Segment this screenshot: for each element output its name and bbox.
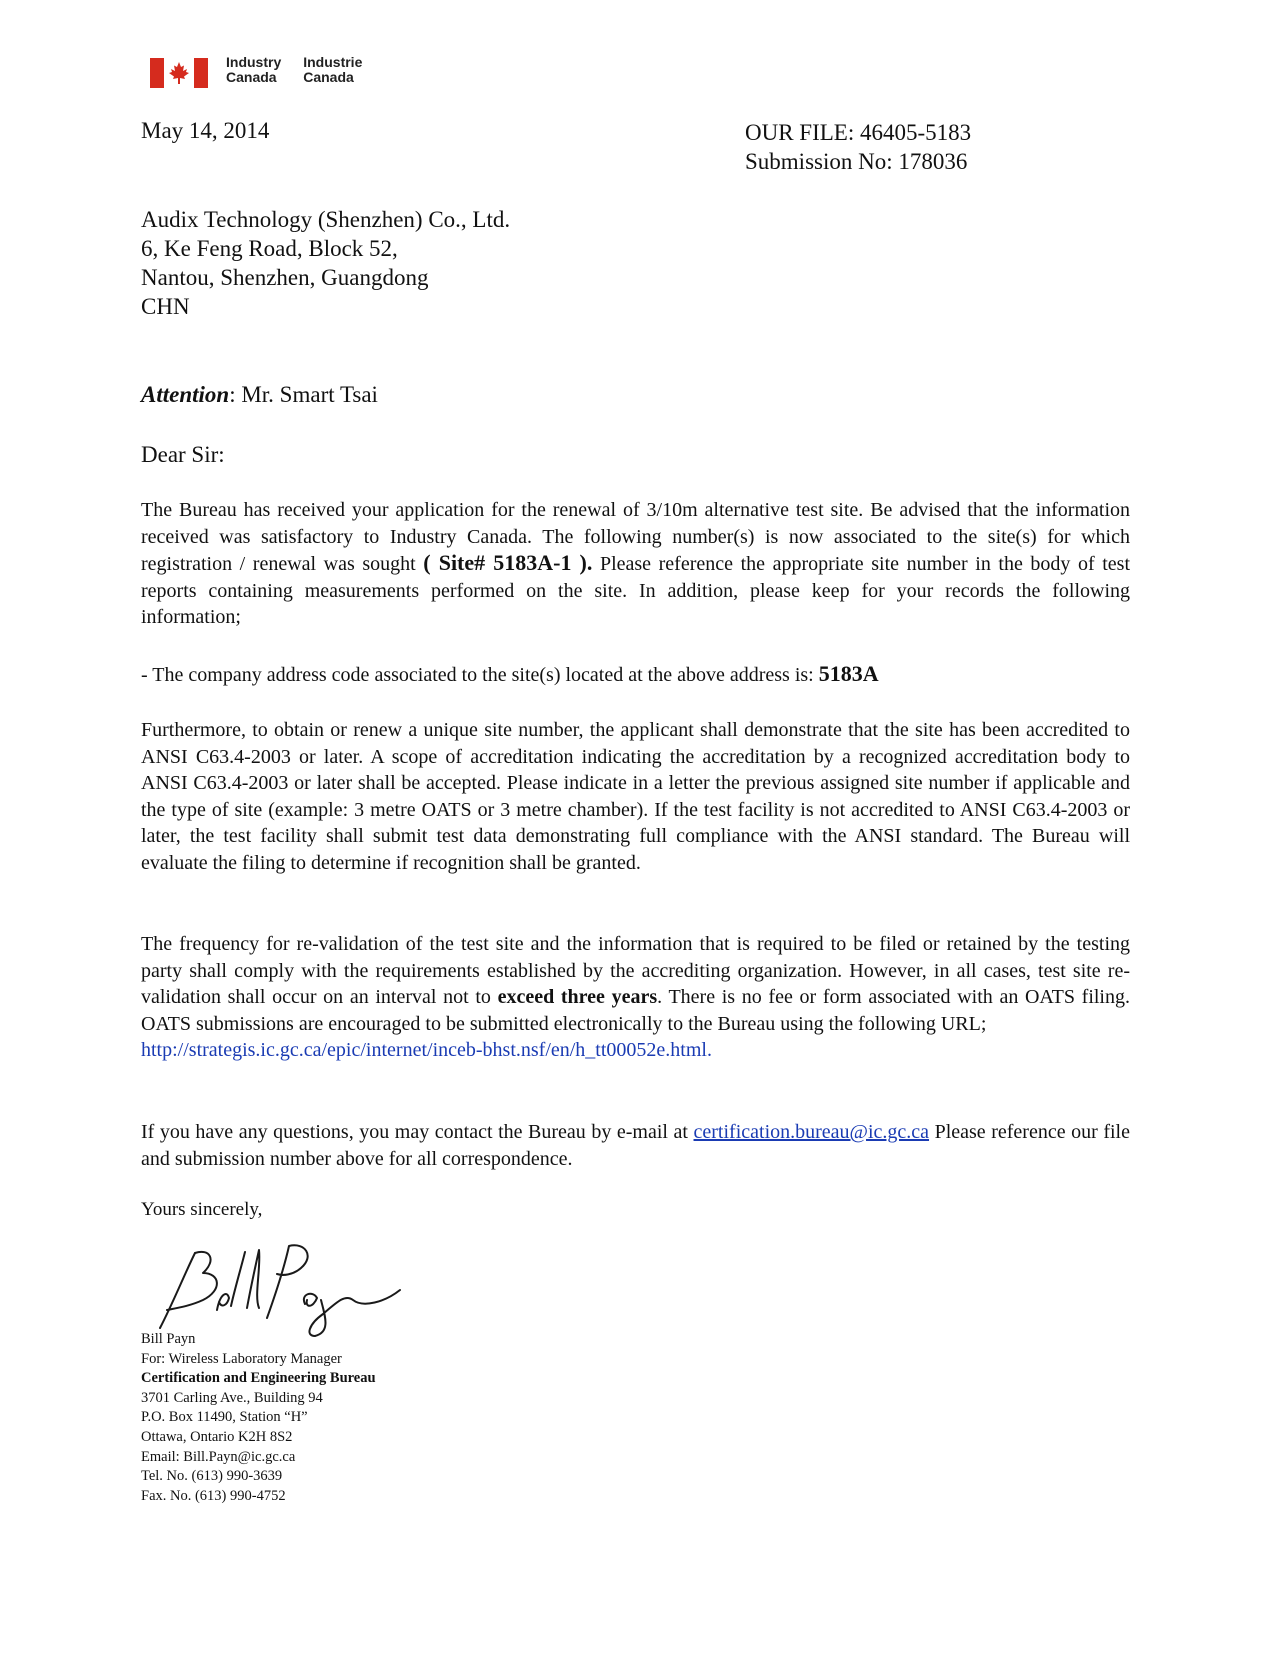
submission-url-link[interactable]: http://strategis.ic.gc.ca/epic/internet/inceb-bhst.nsf/en/h_tt00052e.html.: [141, 1039, 712, 1062]
recipient-address: [141, 205, 510, 321]
attention-value: : Mr. Smart Tsai: [229, 382, 378, 407]
closing: Yours sincerely,: [141, 1199, 263, 1220]
canada-flag-icon: [150, 58, 208, 88]
paragraph-text: - The company address code associated to the site(s) located at the above address is:: [141, 664, 819, 686]
bureau-email-link[interactable]: certification.bureau@ic.gc.ca: [693, 1121, 930, 1143]
submission-number: Submission No: 178036: [745, 149, 968, 174]
address-code: 5183A: [818, 661, 879, 686]
signer-email: Email: Bill.Payn@ic.gc.ca: [141, 1448, 296, 1465]
site-number: ( Site# 5183A-1 ).: [423, 550, 593, 576]
address-line: 6, Ke Feng Road, Block 52,: [141, 236, 398, 261]
attention-label: Attention: [141, 382, 230, 407]
signer-po-box: P.O. Box 11490, Station “H”: [141, 1409, 308, 1426]
paragraph-text: The frequency for re-validation of the test site and the information that is required to be filed or retained by the testing party shall comply with the requirements established by the accrediting organization. However, in all cases, test site re-validation shall occur on an interval not to: [141, 933, 1130, 1009]
address-line: CHN: [141, 294, 190, 319]
address-line: Audix Technology (Shenzhen) Co., Ltd.: [141, 207, 511, 232]
paragraph-address-code: [141, 661, 1130, 689]
paragraph-renewal: [141, 497, 1130, 631]
wordmark-fr-line1: Industrie: [303, 54, 363, 70]
attention-line: [141, 382, 378, 408]
signer-street: 3701 Carling Ave., Building 94: [141, 1389, 323, 1406]
signer-organization: Certification and Engineering Bureau: [141, 1370, 376, 1387]
paragraph-contact: [141, 1119, 1130, 1172]
wordmark-en-line2: Canada: [226, 69, 277, 85]
paragraph-text: . There is no fee or form associated with an OATS filing. OATS submissions are encouraged to be submitted electronically to the Bureau using the following URL;: [141, 986, 1130, 1035]
maple-leaf-icon: [166, 60, 192, 86]
government-wordmark: [150, 55, 384, 88]
paragraph-text: If you have any questions, you may contact the Bureau by e-mail at: [141, 1121, 694, 1143]
wordmark-en-line1: Industry: [226, 54, 282, 70]
handwritten-signature: [155, 1228, 405, 1338]
address-line: Nantou, Shenzhen, Guangdong: [141, 265, 429, 290]
paragraph-accreditation: Furthermore, to obtain or renew a unique site number, the applicant shall demonstrate that the site has been accredited to ANSI C63.4-2003 or later. A scope of accreditation indicating the accreditation by a recognized accreditation body to ANSI C63.4-2003 or later shall be accepted. Please indicate in a letter the previous assigned site number if applicable and the type of site (example: 3 metre OATS or 3 metre chamber). If the test facility is not accredited to ANSI C63.4-2003 or later, the test facility shall submit test data demonstrating full compliance with the ANSI standard. The Bureau will evaluate the filing to determine if recognition shall be granted.: [141, 719, 1130, 874]
our-file: OUR FILE: 46405-5183: [745, 120, 972, 145]
paragraph-text: Please reference the appropriate site number in the body of test reports containing measurements performed on the site. In addition, please keep for your records the following information;: [141, 553, 1131, 629]
paragraph-revalidation: [141, 931, 1130, 1064]
revalidation-interval: exceed three years: [497, 986, 658, 1009]
salutation: Dear Sir:: [141, 442, 225, 467]
signer-name: Bill Payn: [141, 1331, 196, 1347]
signer-city: Ottawa, Ontario K2H 8S2: [141, 1428, 293, 1445]
signer-block: [141, 1330, 376, 1506]
file-reference: [745, 118, 971, 176]
letter-date: May 14, 2014: [141, 118, 270, 143]
paragraph-text: Please reference our file and submission number above for all correspondence.: [141, 1121, 1130, 1170]
signer-tel: Tel. No. (613) 990-3639: [141, 1468, 283, 1485]
signer-fax: Fax. No. (613) 990-4752: [141, 1487, 286, 1504]
wordmark-fr-line2: Canada: [303, 69, 354, 85]
signer-role: For: Wireless Laboratory Manager: [141, 1350, 342, 1367]
paragraph-text: The Bureau has received your application for the renewal of 3/10m alternative test site. Be advised that the information received was satisfactory to Industry Canada. The following number(s) is now associated to the site(s) for which registration / renewal was sought: [141, 499, 1130, 576]
